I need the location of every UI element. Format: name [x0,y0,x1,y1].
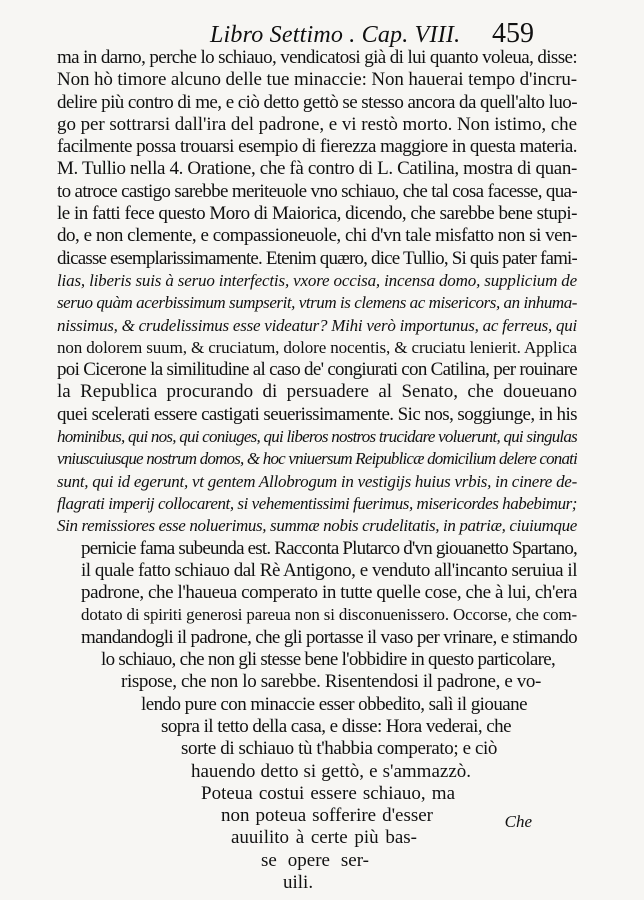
text-line: non poteua sofferire d'esser [221,805,433,827]
text-line: nissimus, & crudelissimus esse videatur? Mihi verò importunus, ac ferreus, qui [57,315,577,335]
text-line: to atroce castigo sarebbe meriteuole vno schiauo, che tal cosa facesse, qua- [57,180,577,202]
text-line: poi Cicerone la similitudine al caso de' congiurati con Catilina, per rouinare [57,359,577,381]
text-line: le in fatti fece questo Moro di Maiorica, dicendo, che sarebbe bene stupi- [57,203,577,225]
text-line: hauendo detto si gettò, e s'ammazzò. [191,760,471,782]
text-line: go per sottrarsi dall'ira del padrone, e vi restò morto. Non istimo, che [57,113,577,135]
text-line: lias, liberis suis à seruo interfectis, vxore occisa, incensa domo, supplicium de [57,270,577,290]
text-line: pernicie fama subeunda est. Racconta Plutarco d'vn giouanetto Spartano, [81,537,577,559]
catchword: Che [504,812,532,831]
text-line: dicasse esemplarissimamente. Etenim quæro, dice Tullio, Si quis pater fami- [57,247,577,269]
text-line: sopra il tetto della casa, e disse: Hora vederai, che [161,715,511,737]
text-line: Sin remissiores esse noluerimus, summæ nobis crudelitatis, in patriæ, ciuiumque [57,516,577,536]
text-line: flagrati imperij collocarent, si vehementissimi fuerimus, misericordes habebimur; [57,493,577,513]
text-line: M. Tullio nella 4. Oratione, che fà contro di L. Catilina, mostra di quan- [57,158,577,180]
running-title: Libro Settimo . Cap. VIII. [210,22,461,48]
text-line: la Republica procurando di persuadere al Senato, che doueuano [57,381,577,403]
text-line: facilmente possa trouarsi esempio di fierezza maggiore in questa materia. [57,136,577,158]
text-line: rispose, che non lo sarebbe. Risentendosi il padrone, e vo- [121,671,541,693]
text-line: Poteua costui essere schiauo, ma [201,782,455,804]
text-line: sunt, qui id egerunt, vt gentem Allobrogum in vestigijs huius vrbis, in cinere de- [57,471,577,491]
text-line: non dolorem suum, & cruciatum, dolore nocentis, & cruciatu lenierit. Applica [57,337,577,357]
text-line: lo schiauo, che non gli stesse bene l'obbidire in questo particolare, [101,649,555,671]
text-line: Non hò timore alcuno delle tue minaccie: Non hauerai tempo d'incru- [57,69,577,91]
text-line: do, e non clemente, e compassioneuole, chi d'vn tale misfatto non si ven- [57,225,577,247]
text-line: se opere ser- [261,849,369,871]
text-line: il quale fatto schiauo dal Rè Antigono, e venduto all'incanto seruiua il [81,559,577,581]
text-line: seruo quàm acerbissimum sumpserit, vtrum is clemens ac misericors, an inhuma- [57,293,577,313]
text-line: auuilito à certe più bas- [231,827,417,849]
text-block [57,47,577,894]
text-line: lendo pure con minaccie esser obbedito, salì il giouane [141,693,527,715]
text-line: sorte di schiauo tù t'habbia comperato; e ciò [181,738,497,760]
text-line: mandandogli il padrone, che gli portasse il vaso per vrinare, e stimando [81,626,577,648]
text-line: padrone, che l'haueua comperato in tutte quelle cose, che à lui, ch'era [81,582,577,604]
text-line: quei scelerati essere castigati seuerissimamente. Sic nos, soggiunge, in his [57,403,577,425]
text-line: ma in darno, perche lo schiauo, vendicatosi già di lui quanto voleua, disse: [57,47,577,68]
text-line: dotato di spiriti generosi pareua non si disconuenissero. Occorse, che com- [81,605,577,625]
page-number: 459 [492,18,534,49]
text-line: vniuscuiusque nostrum domos, & hoc vniuersum Reipublicæ domicilium delere conati [57,449,577,469]
text-line: delire più contro di me, e ciò detto gettò se stesso ancora da quell'alto luo- [57,91,577,113]
text-line: hominibus, qui nos, qui coniuges, qui liberos nostros trucidare voluerunt, qui singulas [57,427,577,447]
text-line: uili. [283,871,314,893]
